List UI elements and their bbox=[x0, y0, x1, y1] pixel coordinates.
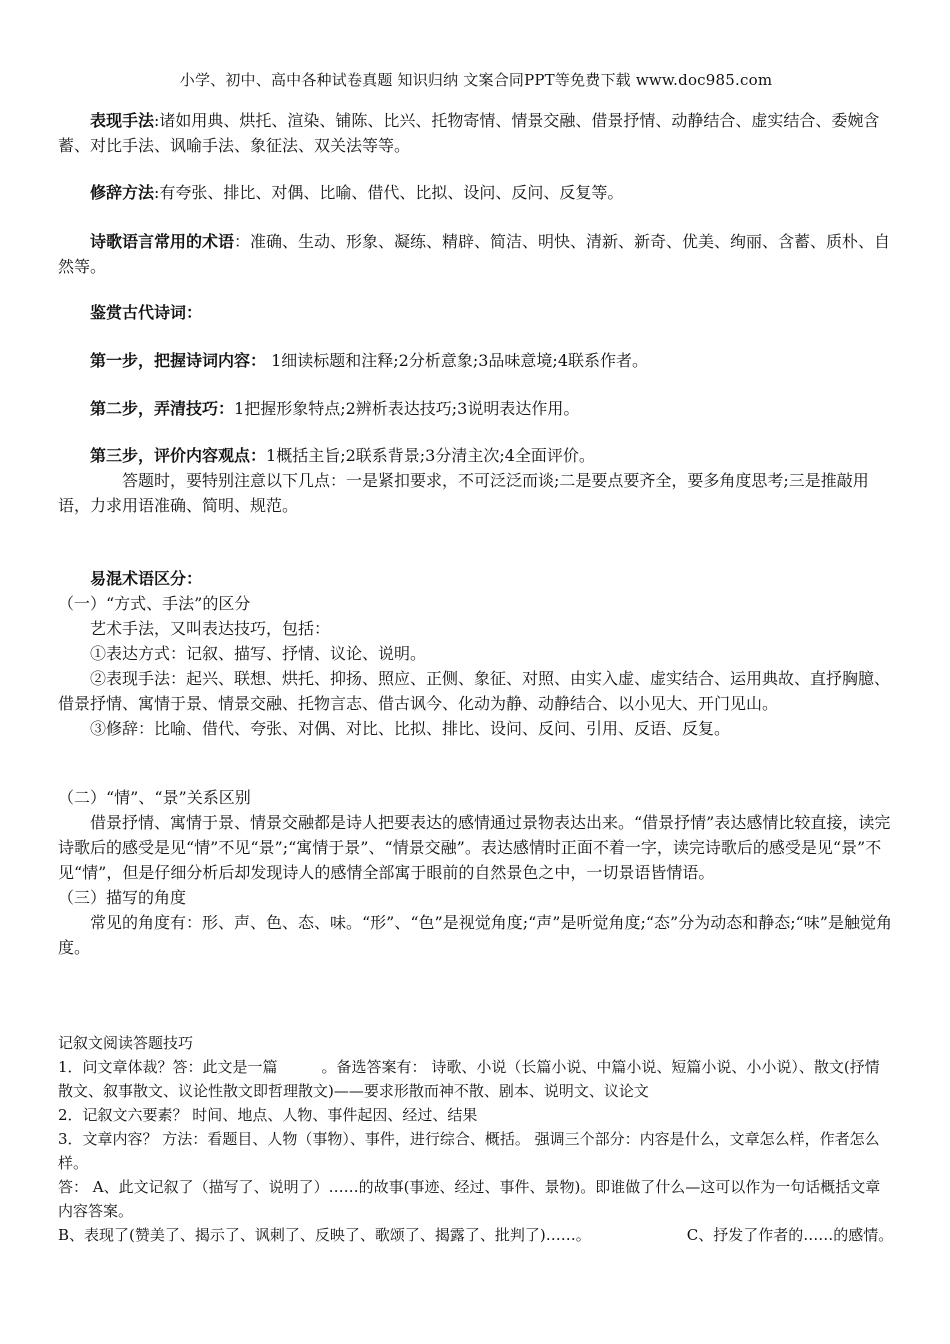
section-2-title: （二）“情”、“景”关系区别 bbox=[58, 788, 251, 807]
poetry-terms-label: 诗歌语言常用的术语 bbox=[90, 232, 235, 251]
narrative-q2: 2．记叙文六要素？ 时间、地点、人物、事件起因、经过、结果 bbox=[58, 1106, 478, 1124]
narrative-q3: 3．文章内容？ 方法：看题目、人物（事物）、事件，进行综合、概括。 强调三个部分：内容是什么，文章怎么样，作者怎么样。 bbox=[58, 1130, 880, 1172]
section-poetry-terms bbox=[58, 229, 894, 279]
step-two-text: 1把握形象特点;2辨析表达技巧;3说明表达作用。 bbox=[234, 399, 580, 418]
section-3-title: （三）描写的角度 bbox=[58, 888, 187, 907]
section-1-item-2: ②表现手法：起兴、联想、烘托、抑扬、照应、正侧、象征、对照、由实入虚、虚实结合、运用典故、直抒胸臆、借景抒情、寓情于景、情景交融、托物言志、借古讽今、化动为静、动静结合、以小见大、开门见山。 bbox=[58, 669, 891, 713]
section-1-intro: 艺术手法，又叫表达技巧，包括： bbox=[90, 619, 331, 638]
confuse-section-1 bbox=[58, 591, 894, 741]
poetry-terms-text: ：准确、生动、形象、凝练、精辟、简洁、明快、清新、新奇、优美、绚丽、含蓄、质朴、自然等。 bbox=[58, 232, 891, 276]
narrative-q1 bbox=[58, 1055, 894, 1103]
step-two bbox=[58, 396, 894, 421]
narrative-answer-b: B、表现了(赞美了、揭示了、讽刺了、反映了、歌颂了、揭露了、批判了)……。 bbox=[58, 1226, 591, 1244]
appreciation-title: 鉴赏古代诗词： bbox=[90, 303, 203, 322]
step-three bbox=[58, 443, 894, 468]
narrative-answer-a: 答： A、此文记叙了（描写了、说明了）……的故事(事迹、经过、事件、景物)。即谁做了什么—这可以作为一句话概括文章内容答案。 bbox=[58, 1178, 881, 1220]
step-two-label: 第二步，弄清技巧： bbox=[90, 399, 235, 418]
narrative-q1-a: 1．问文章体裁？答：此文是一篇 bbox=[58, 1058, 278, 1076]
section-rhetoric bbox=[58, 180, 894, 205]
step-one-text: 1细读标题和注释;2分析意象;3品味意境;4联系作者。 bbox=[266, 351, 648, 370]
narrative-answer-c: C、抒发了作者的……的感情。 bbox=[686, 1226, 894, 1244]
page-header: 小学、初中、高中各种试卷真题 知识归纳 文案合同PPT等免费下载 www.doc985.com bbox=[179, 71, 773, 89]
rhetoric-text: :有夸张、排比、对偶、比喻、借代、比拟、设问、反问、反复等。 bbox=[154, 183, 624, 202]
step-one bbox=[58, 348, 894, 373]
confuse-title: 易混术语区分： bbox=[90, 569, 203, 588]
narrative-q1-b: 。备选答案有： 诗歌、小说（长篇小说、中篇小说、短篇小说、小小说）、散文(抒情散文、叙事散文、议论性散文即哲理散文)——要求形散而神不散、剧本、说明文、议论文 bbox=[58, 1058, 880, 1100]
step-one-label: 第一步，把握诗词内容： bbox=[90, 351, 267, 370]
section-techniques bbox=[58, 108, 894, 158]
narrative-title: 记叙文阅读答题技巧 bbox=[58, 1034, 194, 1052]
section-1-title: （一）“方式、手法”的区分 bbox=[58, 594, 251, 613]
techniques-label: 表现手法 bbox=[90, 111, 155, 130]
section-2-text: 借景抒情、寓情于景、情景交融都是诗人把要表达的感情通过景物表达出来。“借景抒情”表达感情比较直接，读完诗歌后的感受是见“情”不见“景”;“寓情于景”、“情景交融”。表达感情时正面不着一字，读完诗歌后的感受是见“景”不见“情”，但是仔细分析后却发现诗人的感情全部寓于眼前的自然景色之中，一切景语皆情语。 bbox=[58, 813, 891, 882]
confuse-section-2 bbox=[58, 785, 894, 960]
step-three-label: 第三步，评价内容观点： bbox=[90, 446, 267, 465]
step-three-text: 1概括主旨;2联系背景;3分清主次;4全面评价。 bbox=[266, 446, 595, 465]
answer-note: 答题时，要特别注意以下几点：一是紧扣要求，不可泛泛而谈;二是要点要齐全，要多角度思考;三是推敲用语，力求用语准确、简明、规范。 bbox=[58, 471, 869, 515]
techniques-text: :诸如用典、烘托、渲染、铺陈、比兴、托物寄情、情景交融、借景抒情、动静结合、虚实结合、委婉含蓄、对比手法、讽喻手法、象征法、双关法等等。 bbox=[58, 111, 880, 155]
rhetoric-label: 修辞方法 bbox=[90, 183, 155, 202]
section-1-item-1: ①表达方式：记叙、描写、抒情、议论、说明。 bbox=[90, 644, 427, 663]
narrative-answer-bc bbox=[58, 1223, 894, 1247]
narrative-section bbox=[58, 1031, 894, 1247]
section-1-item-3: ③修辞：比喻、借代、夸张、对偶、对比、比拟、排比、设问、反问、引用、反语、反复。 bbox=[90, 719, 731, 738]
section-3-text: 常见的角度有：形、声、色、态、味。“形”、“色”是视觉角度;“声”是听觉角度;“态”分为动态和静态;“味”是触觉角度。 bbox=[58, 913, 892, 957]
